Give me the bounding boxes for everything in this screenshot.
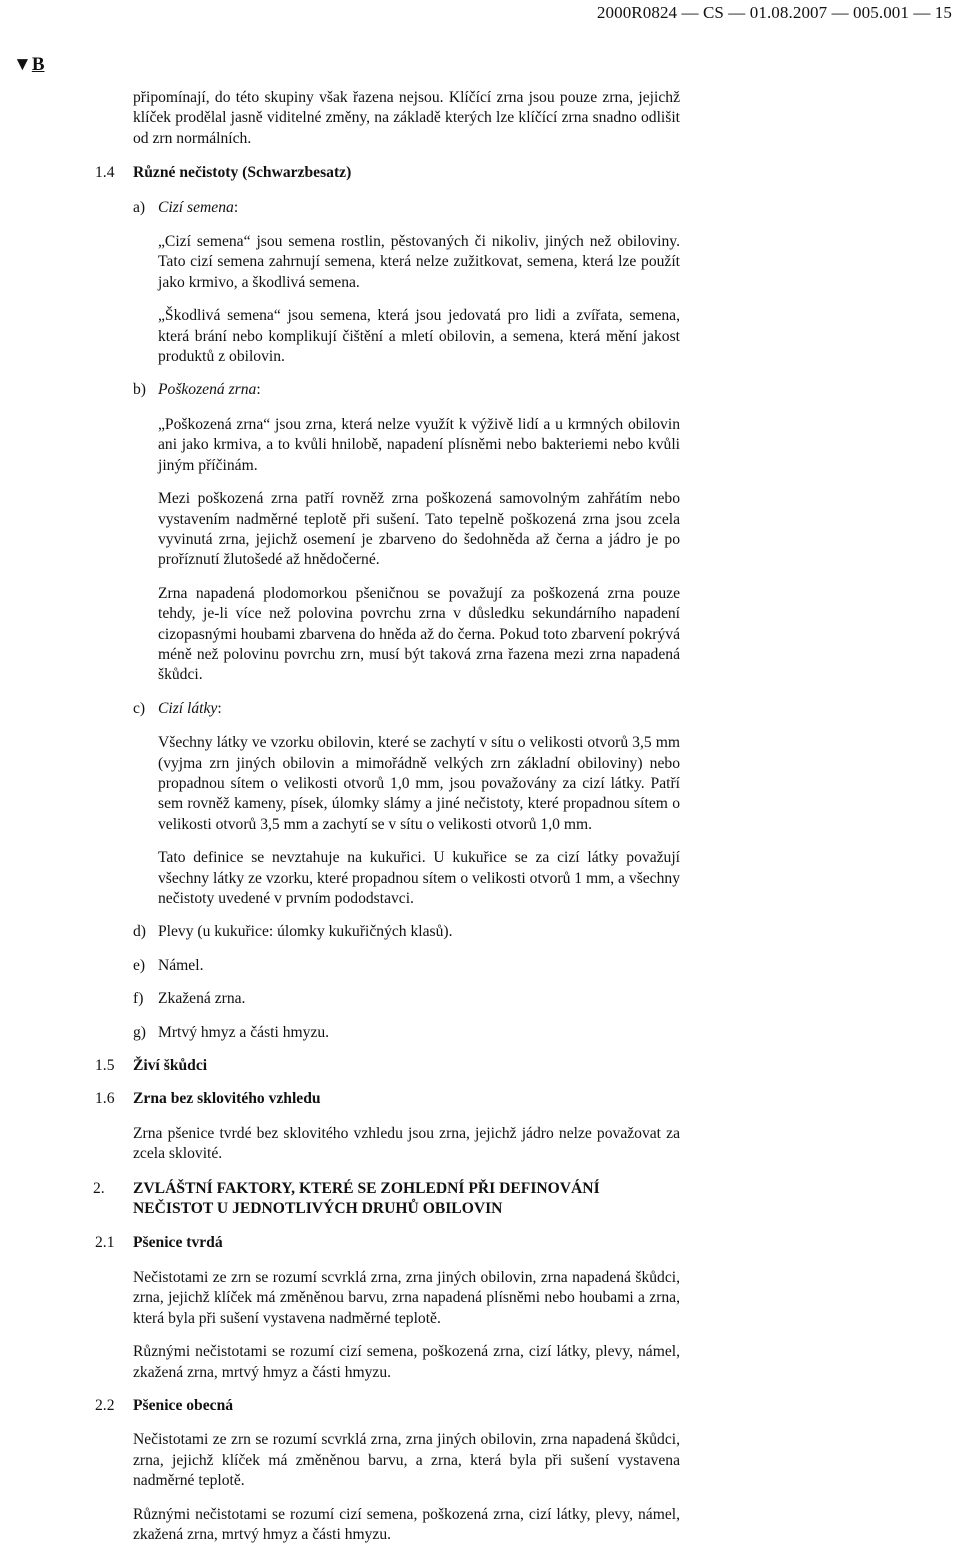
item-title: Poškozená zrna <box>158 381 257 399</box>
section-1-6 <box>95 1089 680 1109</box>
item-text: Námel. <box>158 956 204 974</box>
item-label: b) <box>133 381 146 399</box>
intro-paragraph: připomínají, do této skupiny však řazena nejsou. Klíčící zrna jsou pouze zrna, jejichž klíček prodělal jasně viditelné změny, na základě kterých lze klíčící zrna snadno odlišit od zrn normálních. <box>133 89 680 147</box>
paragraph: „Škodlivá semena“ jsou semena, která jsou jedovatá pro lidi a zvířata, semena, která brání nebo komplikují čištění a mletí obilovin, a semena, která mění jakost produktů z obilovin. <box>158 307 680 366</box>
item-title-colon: : <box>233 198 239 216</box>
item-e <box>133 956 680 976</box>
section-title: Pšenice tvrdá <box>133 1234 223 1252</box>
paragraph: Zrna napadená plodomorkou pšeničnou se považují za poškozená zrna pouze tehdy, je-li více než polovina povrchu zrna v důsledku sekundárního napadení cizopasnými houbami zbarvena do hněda až do černa. Pokud toto zbarvení pokrývá méně než polovinu povrchu zrn, musí být taková zrna řazena mezi zrna napadená škůdci. <box>158 584 680 684</box>
item-g <box>133 1023 680 1043</box>
document-body <box>93 88 680 1545</box>
section-title: Živí škůdci <box>133 1057 208 1075</box>
paragraph: Různými nečistotami se rozumí cizí semena, poškozená zrna, cizí látky, plevy, námel, zkažená zrna, mrtvý hmyz a části hmyzu. <box>133 1505 680 1543</box>
item-text: Zkažená zrna. <box>158 990 246 1008</box>
paragraph: „Cizí semena“ jsou semena rostlin, pěstovaných či nikoliv, jiných než obiloviny. Tato cizí semena zahrnují semena, která nelze zužitkovat, semena, která lze použít jako krmivo, a škodlivá semena. <box>158 233 680 291</box>
section-title: ZVLÁŠTNÍ FAKTORY, KTERÉ SE ZOHLEDNÍ PŘI DEFINOVÁNÍ NEČISTOT U JEDNOTLIVÝCH DRUHŮ OBILOVIN <box>133 1179 600 1218</box>
section-number: 2. <box>93 1179 105 1197</box>
item-title: Cizí látky <box>158 699 218 717</box>
section-title: Zrna bez sklovitého vzhledu <box>133 1090 321 1108</box>
item-a <box>133 198 680 218</box>
paragraph: „Poškozená zrna“ jsou zrna, která nelze využít k výživě lidí a u krmných obilovin ani jako krmiva, a to kvůli hnilobě, napadení plísněmi nebo bakteriemi nebo kvůli jiným příčinám. <box>158 415 680 474</box>
section-2-1 <box>95 1233 680 1253</box>
paragraph: Zrna pšenice tvrdé bez sklovitého vzhledu jsou zrna, jejichž jádro nelze považovat za zcela sklovité. <box>133 1124 680 1163</box>
item-label: c) <box>133 699 146 717</box>
item-label: a) <box>133 198 146 216</box>
section-2 <box>93 1179 680 1220</box>
item-title-colon: : <box>217 699 222 717</box>
triangle-down-icon: ▼ <box>13 54 32 75</box>
paragraph: Různými nečistotami se rozumí cizí semena, poškozená zrna, cizí látky, plevy, námel, zkažená zrna, mrtvý hmyz a části hmyzu. <box>133 1343 680 1381</box>
paragraph: Všechny látky ve vzorku obilovin, které se zachytí v sítu o velikosti otvorů 3,5 mm (vyjma zrn jiných obilovin a mimořádně velkých zrn základní obiloviny) nebo propadnou sítem o velikosti otvorů 1,0 mm, jsou považovány za cizí látky. Patří sem rovněž kameny, písek, úlomky slámy a jiné nečistoty, které propadnou sítem o velikosti otvorů 3,5 mm a zachytí se v sítu o velikosti otvorů 1,0 mm. <box>158 734 680 833</box>
document-reference-header: 2000R0824 — CS — 01.08.2007 — 005.001 — 15 <box>596 3 952 22</box>
section-1-4 <box>95 163 680 183</box>
item-label: f) <box>133 990 144 1008</box>
paragraph: Nečistotami ze zrn se rozumí scvrklá zrna, zrna jiných obilovin, zrna napadená škůdci, zrna, jejichž klíček má změněnou barvu, zrna napadená plísněmi nebo houbami a zrna, která byla při sušení vystavena nadměrné teplotě. <box>133 1268 680 1327</box>
item-label: g) <box>133 1023 146 1041</box>
section-title: Různé nečistoty (Schwarzbesatz) <box>133 164 352 182</box>
paragraph: Tato definice se nevztahuje na kukuřici. U kukuřice se za cizí látky považují všechny látky ze vzorku, které propadnou sítem o velikosti otvorů 1 mm, a všechny nečistoty uvedené v prvním pododstavci. <box>158 849 680 907</box>
section-number: 2.2 <box>95 1396 115 1414</box>
amendment-marker[interactable] <box>13 54 45 76</box>
section-1-5 <box>95 1056 680 1076</box>
item-text: Plevy (u kukuřice: úlomky kukuřičných klasů). <box>158 923 453 941</box>
paragraph: Mezi poškozená zrna patří rovněž zrna poškozená samovolným zahřátím nebo vystavením nadměrné teplotě při sušení. Tato tepelně poškozená zrna jsou zcela vyvinutá zrna, jejichž osemení je zbarveno do šedohněda až černa a jádro je po proříznutí žlutošedé až hnědočerné. <box>158 490 680 569</box>
section-number: 1.4 <box>95 164 115 182</box>
section-number: 1.5 <box>95 1057 115 1075</box>
item-title: Cizí semena <box>158 198 234 216</box>
section-2-2 <box>95 1396 680 1416</box>
section-number: 2.1 <box>95 1234 115 1252</box>
item-label: d) <box>133 923 146 941</box>
item-label: e) <box>133 956 146 974</box>
paragraph: Nečistotami ze zrn se rozumí scvrklá zrna, zrna jiných obilovin, zrna napadená škůdci, zrna, jejichž klíček má změněnou barvu, a zrna, která byla při sušení vystavena nadměrné teplotě. <box>133 1431 680 1490</box>
marker-letter-link[interactable]: B <box>31 54 45 75</box>
item-f <box>133 989 680 1009</box>
item-title-colon: : <box>256 381 261 399</box>
section-title: Pšenice obecná <box>133 1396 234 1414</box>
item-d <box>133 922 680 942</box>
item-c <box>133 699 680 719</box>
item-b <box>133 380 680 400</box>
item-text: Mrtvý hmyz a části hmyzu. <box>158 1023 330 1041</box>
section-number: 1.6 <box>95 1090 115 1108</box>
